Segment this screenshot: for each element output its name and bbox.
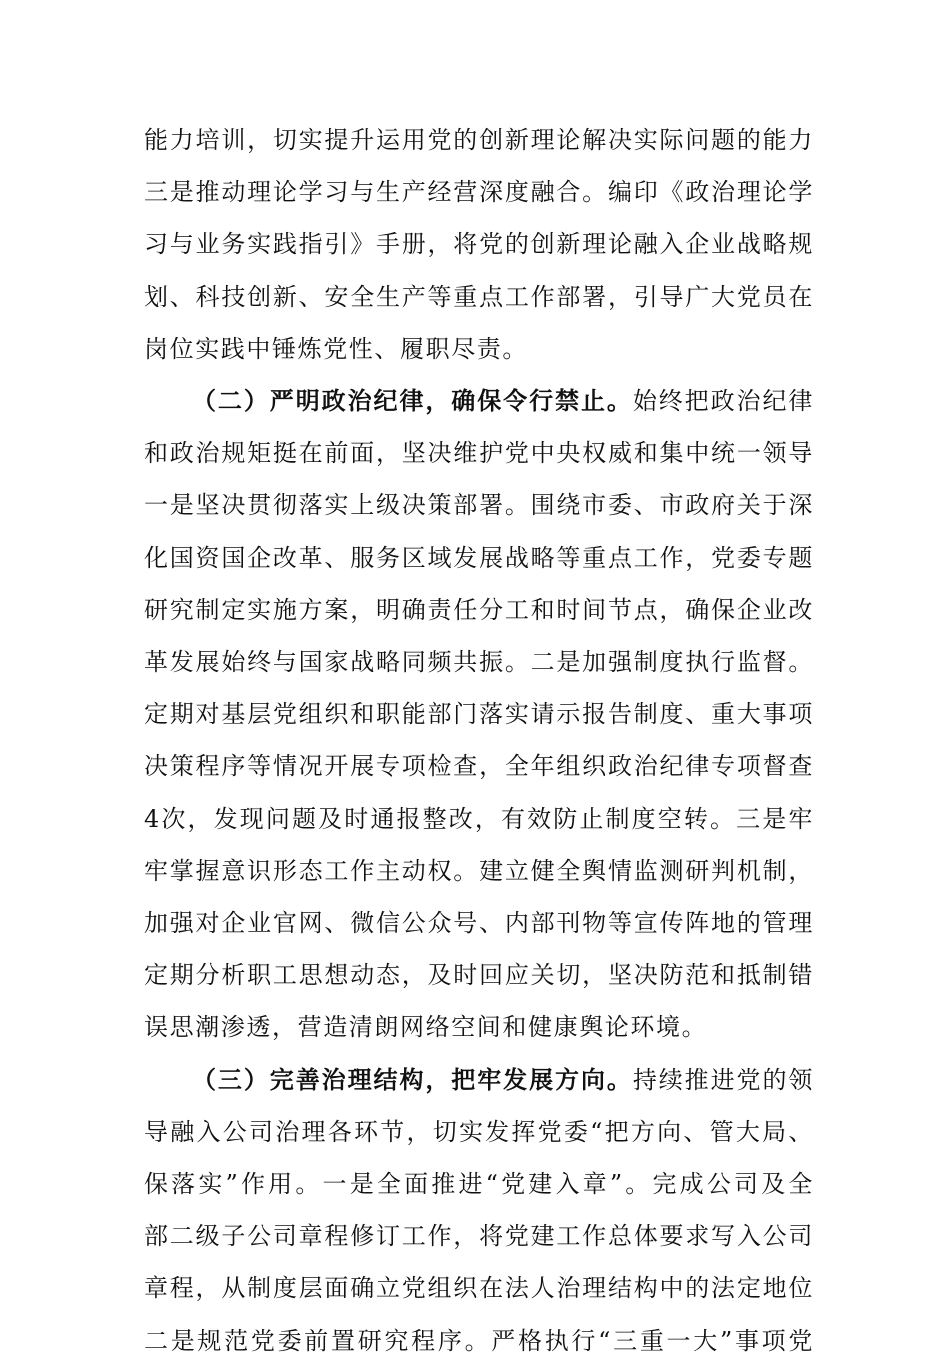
paragraph-line: 划、科技创新、安全生产等重点工作部署，引导广大党员在 (144, 282, 814, 311)
section-heading: （三）完善治理结构，把牢发展方向。 (192, 1064, 633, 1094)
section-heading-line (192, 1060, 814, 1100)
paragraph-line: 能力培训，切实提升运用党的创新理论解决实际问题的能力 (144, 126, 814, 154)
paragraph-text: 持续推进党的领 (632, 1065, 814, 1094)
paragraph-line: 研究制定实施方案，明确责任分工和时间节点，确保企业改 (144, 595, 814, 624)
paragraph-line: 4次，发现问题及时通报整改，有效防止制度空转。三是牢 (144, 804, 814, 833)
paragraph-line: 革发展始终与国家战略同频共振。二是加强制度执行监督。 (144, 648, 814, 676)
paragraph-line: 保落实”作用。一是全面推进“党建入章”。完成公司及全 (144, 1170, 814, 1198)
paragraph-line: 牢掌握意识形态工作主动权。建立健全舆情监测研判机制， (144, 856, 814, 885)
paragraph-line: 决策程序等情况开展专项检查，全年组织政治纪律专项督查 (144, 752, 814, 781)
paragraph-line: 定期对基层党组织和职能部门落实请示报告制度、重大事项 (144, 700, 814, 729)
paragraph-line: 和政治规矩挺在前面，坚决维护党中央权威和集中统一领导 (144, 439, 814, 468)
paragraph-line: 三是推动理论学习与生产经营深度融合。编印《政治理论学 (144, 178, 814, 207)
paragraph-line: 岗位实践中锤炼党性、履职尽责。 (144, 334, 528, 363)
paragraph-line: 习与业务实践指引》手册，将党的创新理论融入企业战略规 (144, 230, 814, 259)
paragraph-line: 二是规范党委前置研究程序。严格执行“三重一大”事项党 (144, 1326, 814, 1355)
paragraph-line: 误思潮渗透，营造清朗网络空间和健康舆论环境。 (144, 1013, 708, 1042)
paragraph-line: 定期分析职工思想动态，及时回应关切，坚决防范和抵制错 (144, 961, 814, 990)
paragraph-line: 一是坚决贯彻落实上级决策部署。围绕市委、市政府关于深 (144, 491, 814, 520)
paragraph-line: 加强对企业官网、微信公众号、内部刊物等宣传阵地的管理 (144, 909, 814, 937)
paragraph-text: 始终把政治纪律 (632, 387, 814, 415)
section-heading-line (192, 381, 814, 421)
paragraph-line: 化国资国企改革、服务区域发展战略等重点工作，党委专题 (144, 543, 814, 572)
section-heading: （二）严明政治纪律，确保令行禁止。 (192, 386, 633, 415)
paragraph-line: 部二级子公司章程修订工作，将党建工作总体要求写入公司 (144, 1222, 814, 1251)
paragraph-line: 导融入公司治理各环节，切实发挥党委“把方向、管大局、 (144, 1117, 814, 1146)
paragraph-line: 章程，从制度层面确立党组织在法人治理结构中的法定地位 (144, 1274, 814, 1303)
